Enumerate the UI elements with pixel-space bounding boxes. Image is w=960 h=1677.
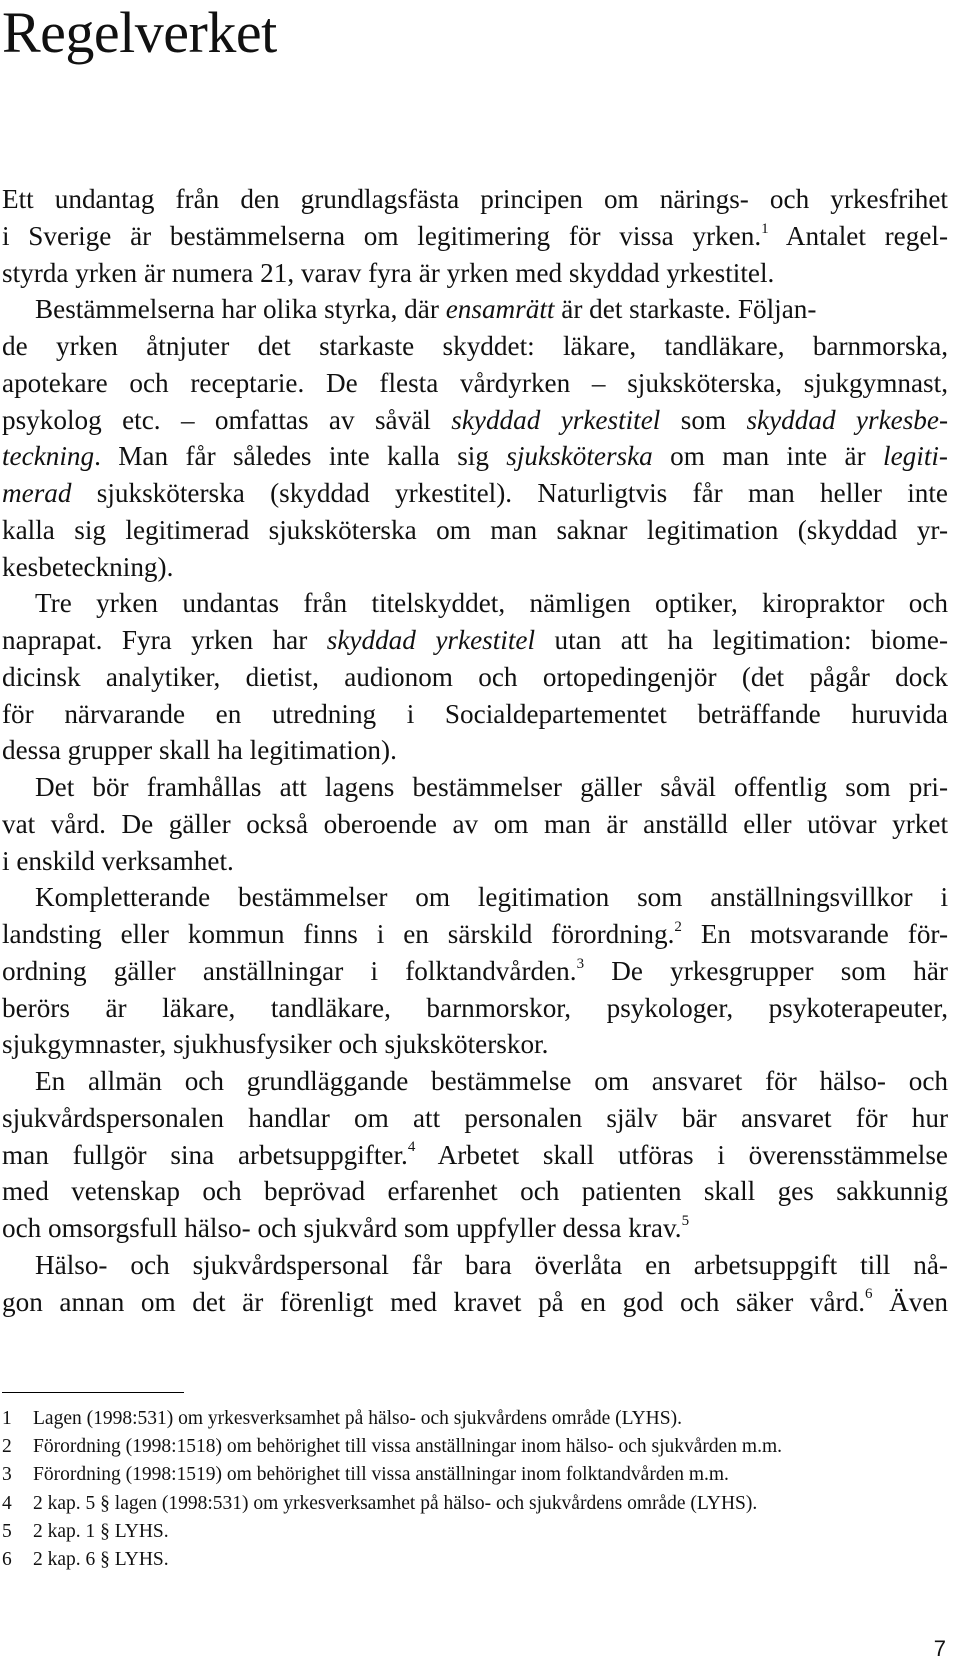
- text-run: . Man får således inte kalla sig: [94, 441, 507, 472]
- text-run: sjuksköterska (skyddad yrkestitel). Naturligtvis får man heller inte: [71, 478, 948, 508]
- italic-term: merad: [2, 478, 72, 508]
- text-line: [2, 1137, 948, 1174]
- text-run: utan att ha legitimation: biome-: [535, 625, 949, 655]
- footnote: [2, 1405, 948, 1433]
- text-run: berörs är läkare, tandläkare, barnmorskor, psykologer, psykoterapeuter,: [2, 992, 948, 1023]
- text-run: Det bör framhållas att lagens bestämmelser gäller såväl offentlig som pri-: [35, 772, 948, 802]
- text-run: psykolog etc. – omfattas av såväl: [2, 404, 452, 435]
- text-line: [2, 328, 948, 365]
- text-line: [2, 916, 948, 953]
- text-line: [2, 291, 948, 328]
- text-line: [2, 1247, 948, 1284]
- text-run: dicinsk analytiker, dietist, audionom och ortopedingenjör (det pågår dock: [2, 661, 948, 692]
- text-line: [2, 1173, 948, 1210]
- italic-term: legiti-: [883, 441, 948, 472]
- text-line: [2, 953, 948, 990]
- text-run: kalla sig legitimerad sjuksköterska om man saknar legitimation (skyddad yr-: [2, 514, 948, 545]
- text-line: [2, 512, 948, 549]
- footnote-text: Förordning (1998:1519) om behörighet till vissa anställningar inom folktandvården m.m.: [33, 1464, 729, 1486]
- text-line: [2, 1284, 948, 1321]
- footnote: [2, 1546, 948, 1574]
- footnote-text: 2 kap. 1 § LYHS.: [33, 1520, 169, 1542]
- footnote: [2, 1490, 948, 1518]
- page-number: 7: [933, 1636, 946, 1661]
- text-run: kesbeteckning).: [2, 551, 174, 582]
- text-run: styrda yrken är numera 21, varav fyra är yrken med skyddad yrkestitel.: [2, 257, 775, 288]
- footnote-reference[interactable]: 6: [865, 1286, 873, 1303]
- page-title: Regelverket: [2, 0, 277, 65]
- italic-term: skyddad yrkesbe-: [746, 404, 949, 435]
- text-run: Bestämmelserna har olika styrka, där: [35, 294, 446, 325]
- footnote: [2, 1518, 948, 1546]
- footnote: [2, 1433, 948, 1461]
- text-run: Även: [872, 1286, 949, 1317]
- footnote-number: 1: [2, 1408, 12, 1429]
- text-line: [2, 1063, 948, 1100]
- text-run: En motsvarande för-: [681, 919, 948, 949]
- footnote-text: Lagen (1998:531) om yrkesverksamhet på hälso- och sjukvårdens område (LYHS).: [33, 1408, 682, 1429]
- text-run: De yrkesgrupper som här: [584, 955, 948, 986]
- footnotes: [2, 1405, 948, 1574]
- text-line: [2, 1210, 948, 1247]
- text-run: för närvarande en utredning i Socialdepartementet beträffande huruvida: [2, 698, 948, 729]
- text-run: med vetenskap och beprövad erfarenhet och patienten skall ges sakkunnig: [2, 1176, 948, 1207]
- text-run: och omsorgsfull hälso- och sjukvård som uppfyller dessa krav.: [2, 1213, 682, 1243]
- text-line: [2, 549, 948, 586]
- text-line: [2, 475, 948, 512]
- footnote-text: 2 kap. 5 § lagen (1998:531) om yrkesverksamhet på hälso- och sjukvårdens område (LYHS).: [33, 1492, 758, 1514]
- text-line: [2, 806, 948, 843]
- text-run: En allmän och grundläggande bestämmelse om ansvaret för hälso- och: [35, 1066, 948, 1096]
- text-run: sjukgymnaster, sjukhusfysiker och sjuksköterskor.: [2, 1029, 549, 1060]
- footnote-number: 6: [2, 1548, 12, 1570]
- text-run: är det starkaste. Följan-: [554, 294, 817, 325]
- footnote-divider: [2, 1392, 184, 1393]
- footnote-number: 4: [2, 1492, 12, 1514]
- footnote-text: Förordning (1998:1518) om behörighet till vissa anställningar inom hälso- och sjukvården m.m.: [33, 1436, 783, 1458]
- text-run: dessa grupper skall ha legitimation).: [2, 735, 397, 766]
- text-run: Ett undantag från den grundlagsfästa principen om närings- och yrkesfrihet: [2, 184, 948, 214]
- text-line: [2, 659, 948, 696]
- text-run: de yrken åtnjuter det starkaste skyddet: läkare, tandläkare, barnmorska,: [2, 331, 948, 361]
- text-line: [2, 218, 948, 255]
- text-run: Tre yrken undantas från titelskyddet, nämligen optiker, kiropraktor och: [35, 588, 948, 619]
- footnote-number: 2: [2, 1436, 12, 1458]
- text-run: Arbetet skall utföras i överensstämmelse: [415, 1139, 948, 1170]
- text-line: [2, 843, 948, 880]
- text-line: [2, 1026, 948, 1063]
- text-run: Antalet regel-: [768, 220, 948, 251]
- footnote-reference[interactable]: 4: [407, 1139, 416, 1156]
- text-line: [2, 402, 948, 439]
- text-line: [2, 622, 948, 659]
- text-run: apotekare och receptarie. De flesta vårdyrken – sjuksköterska, sjukgymnast,: [2, 367, 948, 398]
- text-line: [2, 990, 948, 1027]
- text-line: [2, 181, 948, 218]
- text-run: Kompletterande bestämmelser om legitimation som anställningsvillkor i: [35, 882, 948, 913]
- footnote-reference[interactable]: 3: [576, 955, 585, 972]
- text-line: [2, 438, 948, 475]
- text-run: i enskild verksamhet.: [2, 845, 234, 876]
- footnote: [2, 1461, 948, 1489]
- italic-term: sjuksköterska: [506, 441, 653, 472]
- text-run: landsting eller kommun finns i en särskild förordning.: [2, 919, 675, 949]
- italic-term: skyddad yrkestitel: [326, 625, 535, 655]
- text-run: om man inte är: [652, 441, 884, 472]
- italic-term: teckning: [2, 441, 95, 472]
- text-run: vat vård. De gäller också oberoende av om man är anställd eller utövar yrket: [2, 808, 948, 839]
- body-text: [2, 181, 948, 1320]
- footnote-text: 2 kap. 6 § LYHS.: [33, 1548, 169, 1570]
- footnote-reference[interactable]: 2: [674, 918, 682, 935]
- text-line: [2, 696, 948, 733]
- text-run: naprapat. Fyra yrken har: [2, 625, 327, 655]
- footnote-reference[interactable]: 5: [681, 1212, 690, 1229]
- text-run: gon annan om det är förenligt med kravet på en god och säker vård.: [2, 1286, 865, 1317]
- footnote-number: 3: [2, 1464, 12, 1486]
- text-line: [2, 585, 948, 622]
- footnote-number: 5: [2, 1520, 12, 1542]
- text-line: [2, 255, 948, 292]
- italic-term: skyddad yrkestitel: [451, 404, 661, 435]
- footnote-reference[interactable]: 1: [761, 220, 769, 237]
- text-line: [2, 732, 948, 769]
- text-run: i Sverige är bestämmelserna om legitimering för vissa yrken.: [2, 220, 762, 251]
- text-run: Hälso- och sjukvårdspersonal får bara överlåta en arbetsuppgift till nå-: [35, 1249, 948, 1280]
- text-run: man fullgör sina arbetsuppgifter.: [2, 1139, 408, 1170]
- text-line: [2, 769, 948, 806]
- text-line: [2, 1100, 948, 1137]
- italic-term: ensamrätt: [445, 294, 555, 325]
- text-run: sjukvårdspersonalen handlar om att personalen själv bär ansvaret för hur: [2, 1102, 948, 1133]
- text-run: som: [660, 404, 747, 435]
- text-line: [2, 365, 948, 402]
- text-line: [2, 879, 948, 916]
- text-run: ordning gäller anställningar i folktandvården.: [2, 955, 577, 986]
